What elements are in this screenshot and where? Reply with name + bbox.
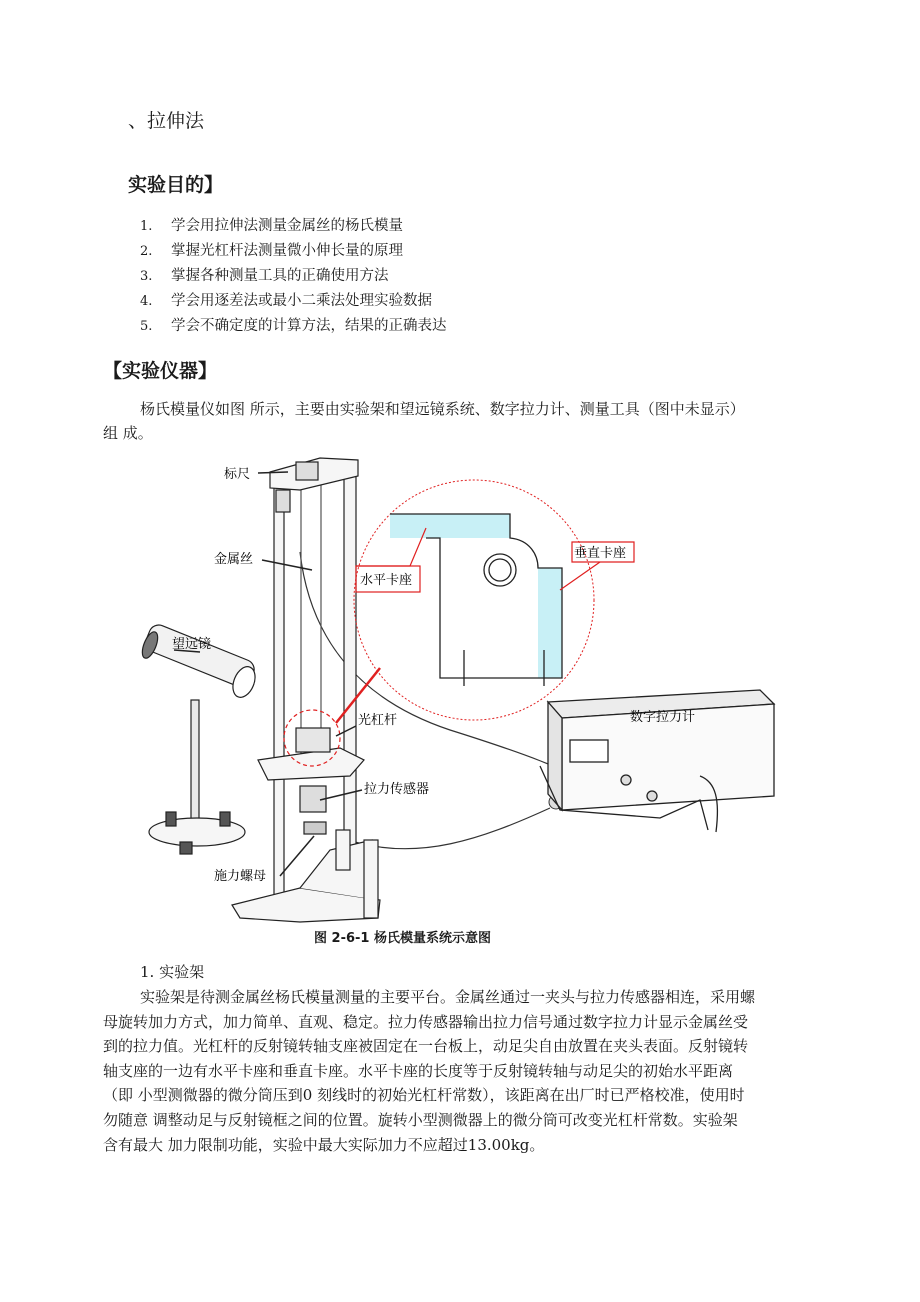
label-force-nut: 施力螺母 xyxy=(214,869,267,884)
paragraph-line: （即 小型测微器的微分筒压到0 刻线时的初始光杠杆常数），该距离在出厂时已严格校准，使用时 xyxy=(103,1086,745,1105)
body-paragraph xyxy=(103,985,823,1157)
figure-caption: 图 2-6-1 杨氏模量系统示意图 xyxy=(314,931,491,946)
instruments-intro-line1: 杨氏模量仪如图 所示，主要由实验架和望远镜系统、数字拉力计、测量工具（图中未显示） xyxy=(140,400,745,418)
list-item-text: 学会用拉伸法测量金属丝的杨氏模量 xyxy=(171,218,403,234)
zoom-detail xyxy=(390,514,562,686)
frame-group xyxy=(232,458,380,922)
list-item xyxy=(140,289,447,314)
list-item-text: 学会不确定度的计算方法，结果的正确表达 xyxy=(171,318,447,334)
paragraph-line: 轴支座的一边有水平卡座和垂直卡座。水平卡座的长度等于反射镜转轴与动足尖的初始水平距离 xyxy=(103,1061,734,1080)
label-force-sensor: 拉力传感器 xyxy=(364,782,430,797)
paragraph-line: 到的拉力值。光杠杆的反射镜转轴支座被固定在一台板上，动足尖自由放置在夹头表面。反射镜转 xyxy=(103,1037,749,1056)
paragraph-line: 含有最大 加力限制功能，实验中最大实际加力不应超过13.00kg。 xyxy=(103,1135,545,1154)
list-item-number: 4. xyxy=(140,294,153,309)
method-heading: 、拉伸法 xyxy=(128,110,205,132)
label-force-meter: 数字拉力计 xyxy=(630,710,696,725)
list-item-number: 5. xyxy=(140,319,153,334)
objectives-heading: 实验目的】 xyxy=(128,174,224,196)
cable-sensor xyxy=(355,808,550,849)
label-wire: 金属丝 xyxy=(214,552,254,567)
list-item-number: 2. xyxy=(140,244,153,259)
apparatus-figure xyxy=(0,440,920,940)
paragraph-line: 母旋转加力方式，加力简单、直观、稳定。拉力传感器输出拉力信号通过数字拉力计显示金属丝受 xyxy=(103,1012,749,1031)
list-item xyxy=(140,314,447,339)
label-pointers xyxy=(174,472,362,876)
list-item xyxy=(140,239,447,264)
instruments-heading: 【实验仪器】 xyxy=(103,360,218,382)
paragraph-line: 实验架是待测金属丝杨氏模量测量的主要平台。金属丝通过一夹头与拉力传感器相连，采用螺 xyxy=(140,988,756,1006)
list-item-text: 掌握各种测量工具的正确使用方法 xyxy=(171,268,389,284)
label-scale: 标尺 xyxy=(224,467,251,482)
label-telescope: 望远镜 xyxy=(172,637,212,652)
label-optical-lever: 光杠杆 xyxy=(358,713,398,728)
subsection-title: 1. 实验架 xyxy=(140,963,205,981)
list-item xyxy=(140,214,447,239)
list-item-number: 3. xyxy=(140,269,153,284)
list-item xyxy=(140,264,447,289)
telescope-group xyxy=(139,622,259,854)
list-item-text: 掌握光杠杆法测量微小伸长量的原理 xyxy=(171,243,403,259)
instruments-intro-line2: 组 成。 xyxy=(103,424,153,442)
paragraph-line: 勿随意 调整动足与反射镜框之间的位置。旋转小型测微器上的微分筒可改变光杠杆常数。实验架 xyxy=(103,1110,738,1129)
label-horizontal-seat: 水平卡座 xyxy=(360,573,413,588)
label-vertical-seat: 垂直卡座 xyxy=(574,546,627,561)
list-item-text: 学会用逐差法或最小二乘法处理实验数据 xyxy=(171,293,432,309)
list-item-number: 1. xyxy=(140,219,153,234)
objectives-list xyxy=(140,214,447,339)
